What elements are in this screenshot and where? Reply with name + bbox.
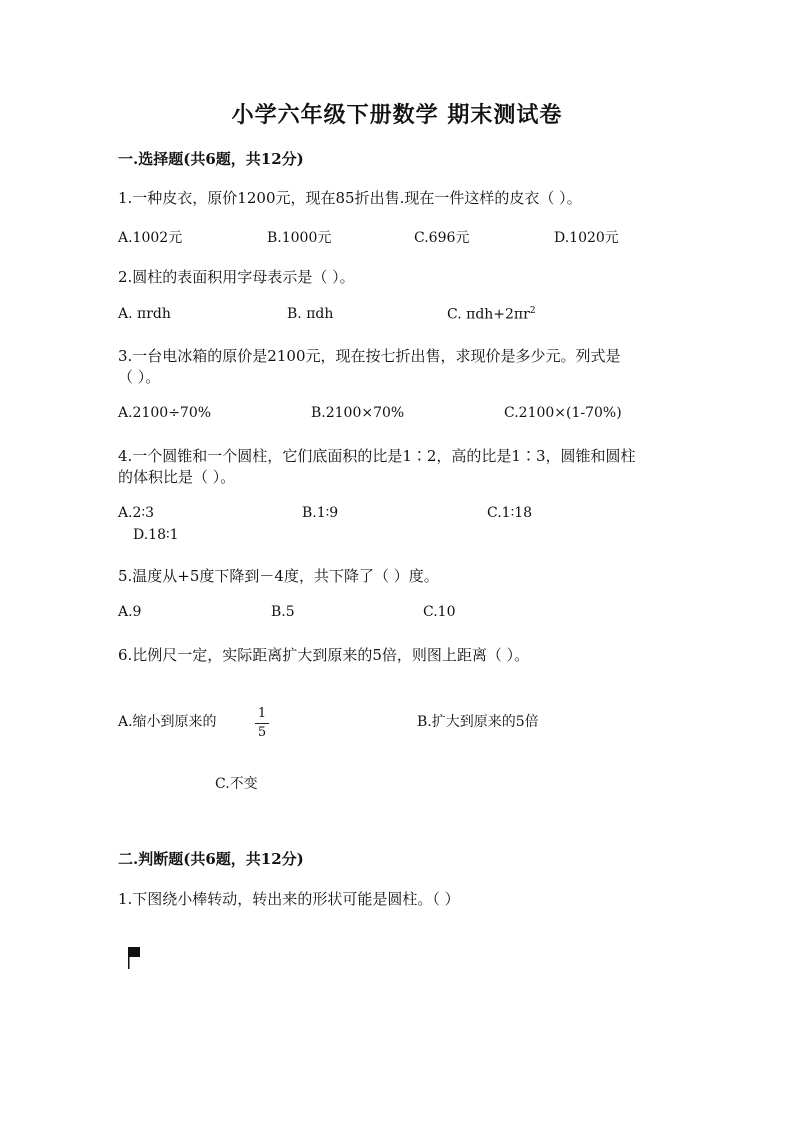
question-4-line-2: 的体积比是（ ）。 [118,468,236,486]
q2-option-b: B. πdh [287,306,334,322]
section-heading-judgement: 二.判断题(共6题，共12分) [118,850,304,868]
fraction-numerator: 1 [257,706,267,721]
section-heading-choice: 一.选择题(共6题，共12分) [118,150,304,168]
question-1-text: 1.一种皮衣，原价1200元，现在85折出售.现在一件这样的皮衣（ ）。 [118,189,582,207]
question-6-text: 6.比例尺一定，实际距离扩大到原来的5倍，则图上距离（ ）。 [118,646,530,664]
page-title: 小学六年级下册数学 期末测试卷 [231,102,563,128]
q2-option-c-text: C. πdh+2πr [447,306,530,323]
question-3-line-1: 3.一台电冰箱的原价是2100元，现在按七折出售，求现价是多少元。列式是 [118,347,621,365]
q6-option-b: B.扩大到原来的5倍 [417,714,539,730]
q4-option-a: A.2∶3 [118,505,155,521]
fraction-denominator: 5 [257,725,267,740]
q1-option-c: C.696元 [414,230,470,246]
q4-option-c: C.1∶18 [487,505,533,521]
q5-option-c: C.10 [423,604,456,620]
question-3-line-2: （ ）。 [118,368,161,386]
rotating-rod-figure [127,946,141,970]
q5-option-b: B.5 [271,604,295,620]
q3-option-b: B.2100×70% [311,405,405,421]
q6-option-c: C.不变 [215,776,258,792]
rectangle-shape [129,947,140,957]
q2-option-a: A. πrdh [118,306,171,322]
question-4-line-1: 4.一个圆锥和一个圆柱，它们底面积的比是1∶2，高的比是1∶3，圆锥和圆柱 [118,447,636,465]
q6-option-a: A.缩小到原来的 [118,714,217,730]
question-5-text: 5.温度从+5度下降到－4度，共下降了（ ）度。 [118,567,439,585]
q1-option-d: D.1020元 [554,230,619,246]
q1-option-b: B.1000元 [267,230,332,246]
q3-option-a: A.2100÷70% [118,405,212,421]
q1-option-a: A.1002元 [118,230,183,246]
q5-option-a: A.9 [118,604,142,620]
fraction-one-fifth [255,707,269,740]
q4-option-d: D.18∶1 [133,527,179,543]
question-2-text: 2.圆柱的表面积用字母表示是（ ）。 [118,268,355,286]
q2-option-c-exponent: 2 [529,306,536,316]
q2-option-c [447,306,536,323]
fraction-bar [255,723,269,724]
q3-option-c: C.2100×(1-70%) [504,405,622,421]
judgement-question-1-text: 1.下图绕小棒转动，转出来的形状可能是圆柱。（ ） [118,890,460,908]
q4-option-b: B.1∶9 [302,505,339,521]
